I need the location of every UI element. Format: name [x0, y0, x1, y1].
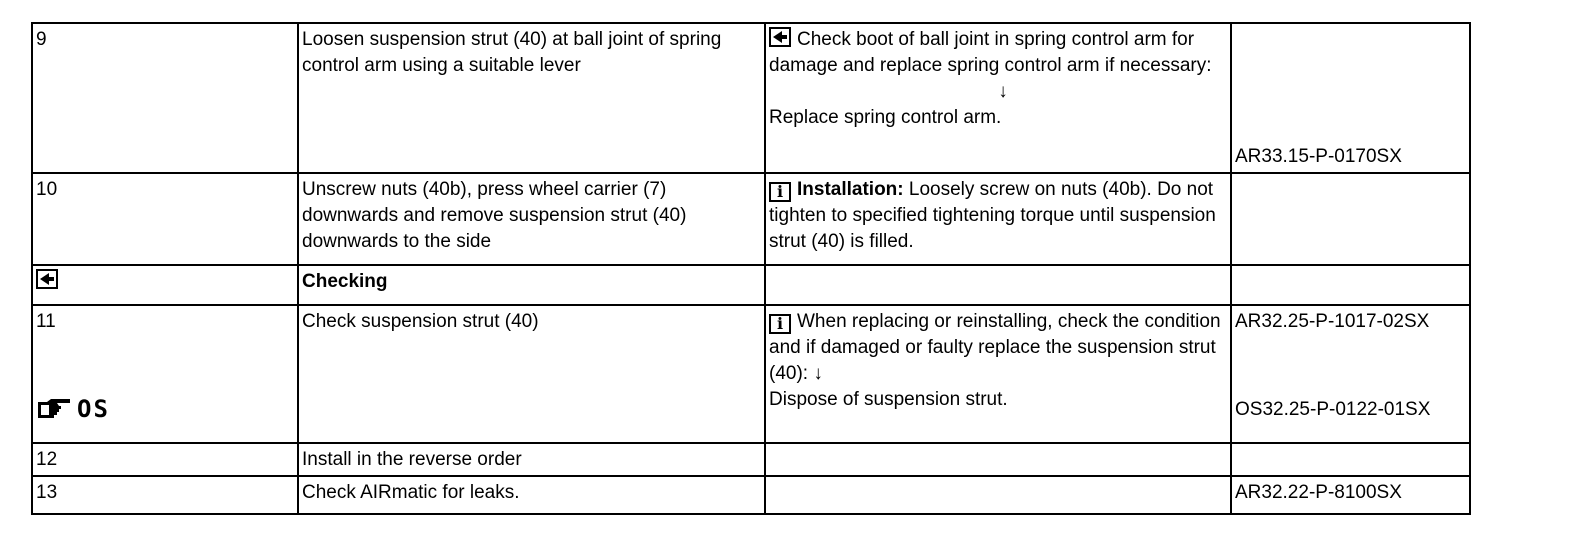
step-action: Install in the reverse order: [298, 443, 765, 476]
step-number-text: 11: [36, 311, 56, 332]
reference-cell: [1231, 305, 1470, 443]
reference-link[interactable]: OS32.25-P-0122-01SX: [1235, 399, 1431, 420]
table-row: [32, 476, 1470, 514]
step-number: 9: [32, 23, 298, 173]
reference-link[interactable]: AR33.15-P-0170SX: [1235, 146, 1402, 167]
reference-cell: [1231, 443, 1470, 476]
step-note: [765, 443, 1231, 476]
reference-link[interactable]: AR32.22-P-8100SX: [1235, 482, 1402, 503]
step-note: [765, 173, 1231, 265]
table-row: [32, 173, 1470, 265]
procedure-table: [31, 22, 1471, 515]
note-label: Installation:: [797, 179, 904, 200]
table-row: [32, 265, 1470, 305]
step-action: Check suspension strut (40): [298, 305, 765, 443]
step-number: [32, 305, 298, 443]
check-triangle-icon: [769, 27, 791, 47]
step-note: [765, 476, 1231, 514]
table-row: [32, 23, 1470, 173]
os-marker: [37, 396, 110, 422]
step-action: Unscrew nuts (40b), press wheel carrier (7) downwards and remove suspension strut (40) downwards to the side: [298, 173, 765, 265]
note-text: Loosely screw on nuts (40b). Do not tighten to specified tightening torque until suspension strut (40) is filled.: [769, 179, 1216, 252]
down-arrow-icon: ↓: [813, 363, 823, 384]
step-note: [765, 305, 1231, 443]
step-number: 10: [32, 173, 298, 265]
down-arrow-icon: ↓: [998, 81, 1008, 102]
step-note: [765, 23, 1231, 173]
note-text: When replacing or reinstalling, check the condition and if damaged or faulty replace the suspension strut (40):: [769, 311, 1221, 384]
info-icon: i: [769, 314, 791, 334]
note-followup: Dispose of suspension strut.: [769, 389, 1008, 410]
step-action: Check AIRmatic for leaks.: [298, 476, 765, 514]
check-triangle-icon: [36, 269, 58, 289]
table-row: [32, 443, 1470, 476]
step-number: [32, 265, 298, 305]
reference-cell: [1231, 265, 1470, 305]
pointing-hand-icon: [37, 398, 73, 420]
os-marker-text: OS: [77, 395, 110, 423]
reference-cell: [1231, 23, 1470, 173]
step-action: Loosen suspension strut (40) at ball joint of spring control arm using a suitable lever: [298, 23, 765, 173]
step-note: [765, 265, 1231, 305]
info-icon: i: [769, 182, 791, 202]
table-row: [32, 305, 1470, 443]
reference-link[interactable]: AR32.25-P-1017-02SX: [1235, 311, 1430, 332]
note-text: Check boot of ball joint in spring control arm for damage and replace spring control arm if necessary:: [769, 29, 1212, 76]
section-heading: Checking: [298, 265, 765, 305]
reference-cell: [1231, 476, 1470, 514]
step-number: 13: [32, 476, 298, 514]
note-followup: Replace spring control arm.: [769, 107, 1002, 128]
step-number: 12: [32, 443, 298, 476]
reference-cell: [1231, 173, 1470, 265]
